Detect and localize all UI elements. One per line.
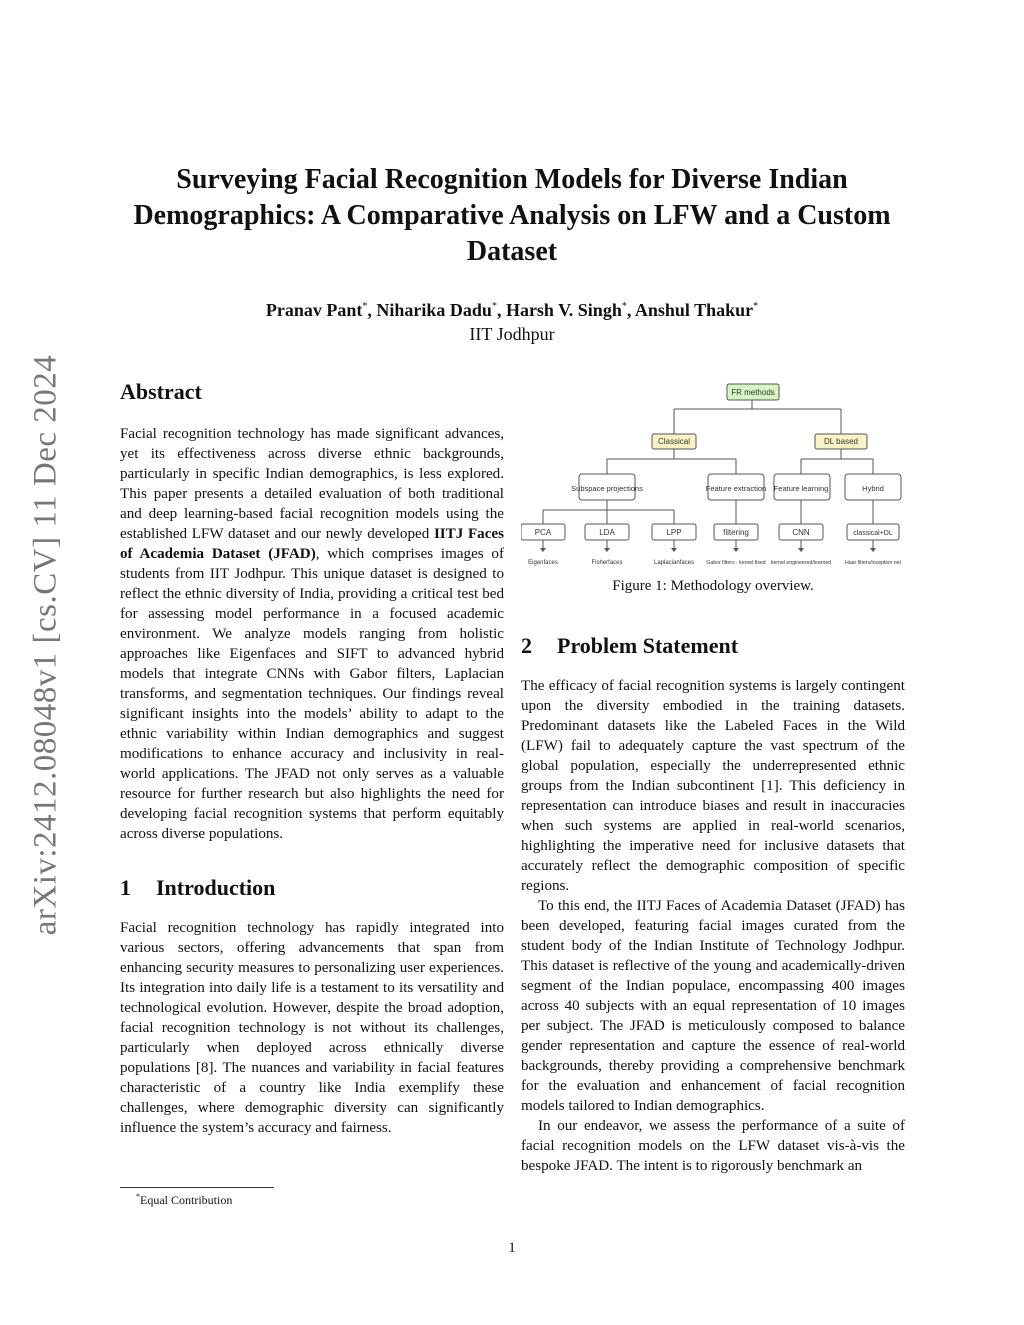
- page-number: 1: [508, 1240, 516, 1256]
- leaf-label: Haar filters/inception net: [845, 560, 901, 566]
- section-title: Introduction: [156, 875, 276, 900]
- method-label: Subspace projections: [571, 484, 643, 493]
- author-mark: *: [491, 301, 497, 312]
- section-title: Problem Statement: [557, 633, 739, 658]
- problem-paragraph: The efficacy of facial recognition systems is largely contingent upon the diversity embodied in the training datasets. Predominant datasets like the Labeled Faces in the Wild (LFW) fail to adequately capture the vast spectrum of the global population, especially the underrepresented ethnic groups from the Indian subcontinent [1]. This deficiency in representation can introduce biases and result in inaccuracies when such systems are applied in real-world scenarios, highlighting the imperative need for inclusive datasets that accurately reflect the demographic composition of specific regions.: [521, 678, 905, 894]
- footnote-mark: *: [136, 1192, 140, 1201]
- left-column: [120, 378, 504, 1138]
- author-block: [110, 295, 914, 346]
- arxiv-identifier: arXiv:2412.08048v1 [cs.CV] 11 Dec 2024: [27, 354, 64, 936]
- footnote-text: Equal Contribution: [140, 1193, 233, 1207]
- abstract-heading: Abstract: [120, 379, 202, 404]
- author-mark: *: [621, 301, 627, 312]
- branch-label: Classical: [657, 437, 691, 446]
- footnote: [136, 1192, 232, 1208]
- abstract-text-part: Facial recognition technology has made significant advances, yet its effectiveness across diverse ethnic backgrounds, particularly in specific Indian demographics, is less explored. This paper presents a detailed evaluation of both traditional and deep learning-based facial recognition models using the established LFW dataset and our newly developed: [120, 426, 504, 542]
- affiliation: IIT Jodhpur: [469, 324, 555, 344]
- section-number: 1: [120, 875, 131, 900]
- leaf-label: Laplacianfaces: [653, 560, 695, 566]
- section-heading-problem-statement: [521, 632, 905, 660]
- method-label: Hybrid: [862, 484, 884, 493]
- author-name: Niharika Dadu: [376, 300, 492, 320]
- author-name: Harsh V. Singh: [505, 300, 622, 320]
- leaf-label: Gabor filters - kernel fixed: [706, 560, 766, 566]
- footnote-rule: [120, 1187, 274, 1188]
- leaf-label: Fisherfaces: [591, 560, 623, 566]
- leaf-label: Eigenfaces: [528, 560, 558, 566]
- technique-label: LPP: [666, 528, 682, 537]
- introduction-paragraph: Facial recognition technology has rapidly integrated into various sectors, offering advancements that span from enhancing security measures to personalizing user experiences. Its integration into daily life is a testament to its versatility and technological evolution. However, despite the broad adoption, facial recognition technology is not without its challenges, particularly when deployed across ethnically diverse populations [8]. The nuances and variability in facial features characteristic of a country like India exemplify these challenges, where demographic diversity can significantly influence the system’s accuracy and fairness.: [120, 920, 504, 1136]
- methodology-figure: [521, 378, 905, 570]
- abstract-text: [120, 424, 504, 844]
- author-mark: *: [753, 301, 759, 312]
- problem-paragraph: In our endeavor, we assess the performance of a suite of facial recognition models on the LFW dataset vis-à-vis the bespoke JFAD. The intent is to rigorously benchmark an: [521, 1118, 905, 1174]
- paper-title: Surveying Facial Recognition Models for Diverse Indian Demographics: A Comparative Analysis on LFW and a Custom Dataset: [133, 164, 891, 267]
- author-name: Anshul Thakur: [634, 300, 754, 320]
- methodology-diagram: [521, 378, 905, 570]
- figure-caption: Figure 1: Methodology overview.: [612, 578, 814, 594]
- section-number: 2: [521, 633, 532, 658]
- technique-label: filtering: [723, 528, 749, 537]
- technique-label: PCA: [534, 528, 552, 537]
- technique-label: classical+DL: [853, 530, 893, 537]
- leaf-label: kernel engineered/learned: [770, 560, 832, 566]
- technique-label: LDA: [599, 528, 615, 537]
- technique-label: CNN: [792, 528, 810, 537]
- section-heading-introduction: [120, 874, 504, 902]
- abstract-text-part: , which comprises images of students from IIT Jodhpur. This unique dataset is designed to reflect the ethnic diversity of India, providing a critical test bed for assessing model performance in a focused academic environment. We analyze models ranging from holistic approaches like Eigenfaces and SIFT to advanced hybrid models that integrate CNNs with Gabor filters, Laplacian transforms, and segmentation techniques. Our findings reveal significant insights into the models’ ability to adapt to the ethnic variability within Indian demographics and suggest modifications to enhance accuracy and inclusivity in real-world applications. The JFAD not only serves as a valuable resource for further research but also highlights the need for developing facial recognition systems that perform equitably across diverse populations.: [120, 546, 505, 842]
- root-label: FR methods: [731, 388, 775, 397]
- right-column: [521, 378, 905, 1176]
- method-label: Feature learning: [773, 484, 829, 493]
- problem-paragraph: To this end, the IITJ Faces of Academia Dataset (JFAD) has been developed, featuring facial images curated from the student body of the Indian Institute of Technology Jodhpur. This dataset is reflective of the young and academically-driven segment of the Indian populace, encompassing 400 images across 40 subjects with an equal representation of 10 images per subject. The JFAD is meticulously composed to balance gender representation and capture the essence of real-world backgrounds, thereby providing a comprehensive benchmark for the evaluation and enhancement of facial recognition models tailored to Indian demographics.: [521, 898, 905, 1114]
- author-names: Pranav Pant*, Niharika Dadu*, Harsh V. Singh*, Anshul Thakur*: [265, 300, 759, 320]
- dataset-name: IITJ Faces of Academia Dataset (JFAD): [120, 526, 504, 562]
- author-mark: *: [362, 301, 368, 312]
- method-label: Feature extraction: [705, 484, 767, 493]
- author-name: Pranav Pant: [265, 300, 363, 320]
- branch-label: DL based: [824, 437, 858, 446]
